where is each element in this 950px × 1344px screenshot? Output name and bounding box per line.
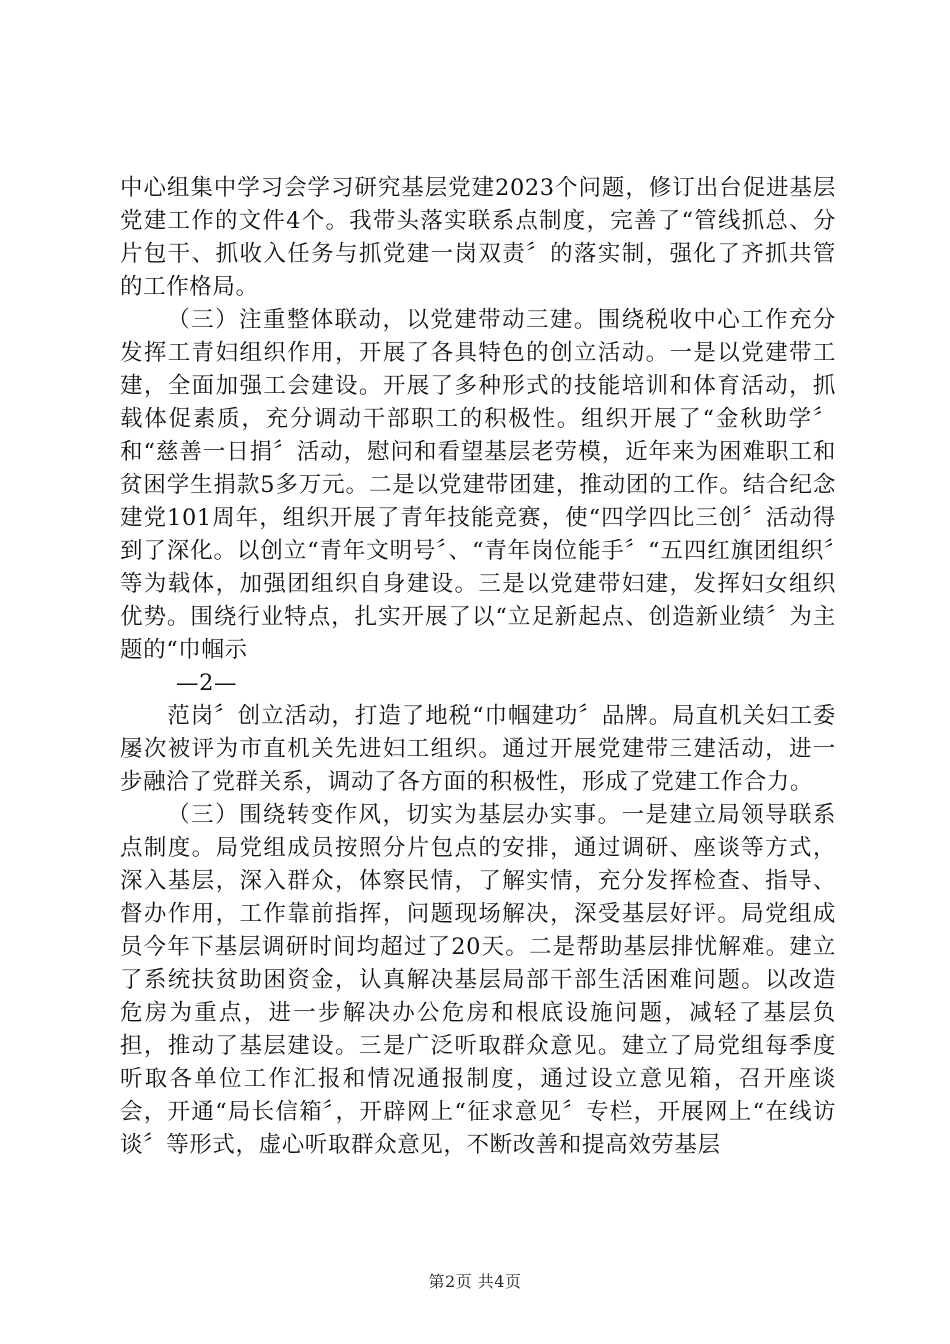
- paragraph-section-3-linkage: （三）注重整体联动，以党建带动三建。围绕税收中心工作充分发挥工青妇组织作用，开展了各具特色的创立活动。一是以党建带工建，全面加强工会建设。开展了多种形式的技能培训和体育活动，抓载体促素质，充分调动干部职工的积极性。组织开展了“金秋助学〞和“慈善一日捐〞活动，慰问和看望基层老劳模，近年来为困难职工和贫困学生捐款5多万元。二是以党建带团建，推动团的工作。结合纪念建党101周年，组织开展了青年技能竞赛，使“四学四比三创〞活动得到了深化。以创立“青年文明号〞、“青年岗位能手〞“五四红旗团组织〞等为载体，加强团组织自身建设。三是以党建带妇建，发挥妇女组织优势。围绕行业特点，扎实开展了以“立足新起点、创造新业绩〞为主题的“巾帼示: [120, 307, 836, 663]
- paragraph-continuation: 中心组集中学习会学习研究基层党建2023个问题，修订出台促进基层党建工作的文件4个。我带头落实联系点制度，完善了“管线抓总、分片包干、抓收入任务与抓党建一岗双责〞的落实制，强化了齐抓共管的工作格局。: [120, 175, 836, 300]
- inline-page-number: —2—: [176, 670, 238, 696]
- paragraph-linkage-continued: 范岗〞创立活动，打造了地税“巾帼建功〞品牌。局直机关妇工委屡次被评为市直机关先进妇工组织。通过开展党建带三建活动，进一步融洽了党群关系，调动了各方面的积极性，形成了党建工作合力。: [120, 703, 836, 795]
- page-footer: 第2页 共4页: [428, 1272, 522, 1291]
- paragraph-section-3-work-style: （三）围绕转变作风，切实为基层办实事。一是建立局领导联系点制度。局党组成员按照分片包点的安排，通过调研、座谈等方式，深入基层，深入群众，体察民情，了解实情，充分发挥检查、指导、督办作用，工作靠前指挥，问题现场解决，深受基层好评。局党组成员今年下基层调研时间均超过了20天。二是帮助基层排忧解难。建立了系统扶贫助困资金，认真解决基层局部干部生活困难问题。以改造危房为重点，进一步解决办公危房和根底设施问题，减轻了基层负担，推动了基层建设。三是广泛听取群众意见。建立了局党组每季度听取各单位工作汇报和情况通报制度，通过设立意见箱，召开座谈会，开通“局长信箱〞，开辟网上“征求意见〞专栏，开展网上“在线访谈〞等形式，虚心听取群众意见，不断改善和提高效劳基层: [120, 802, 836, 1158]
- document-body: [120, 172, 836, 1162]
